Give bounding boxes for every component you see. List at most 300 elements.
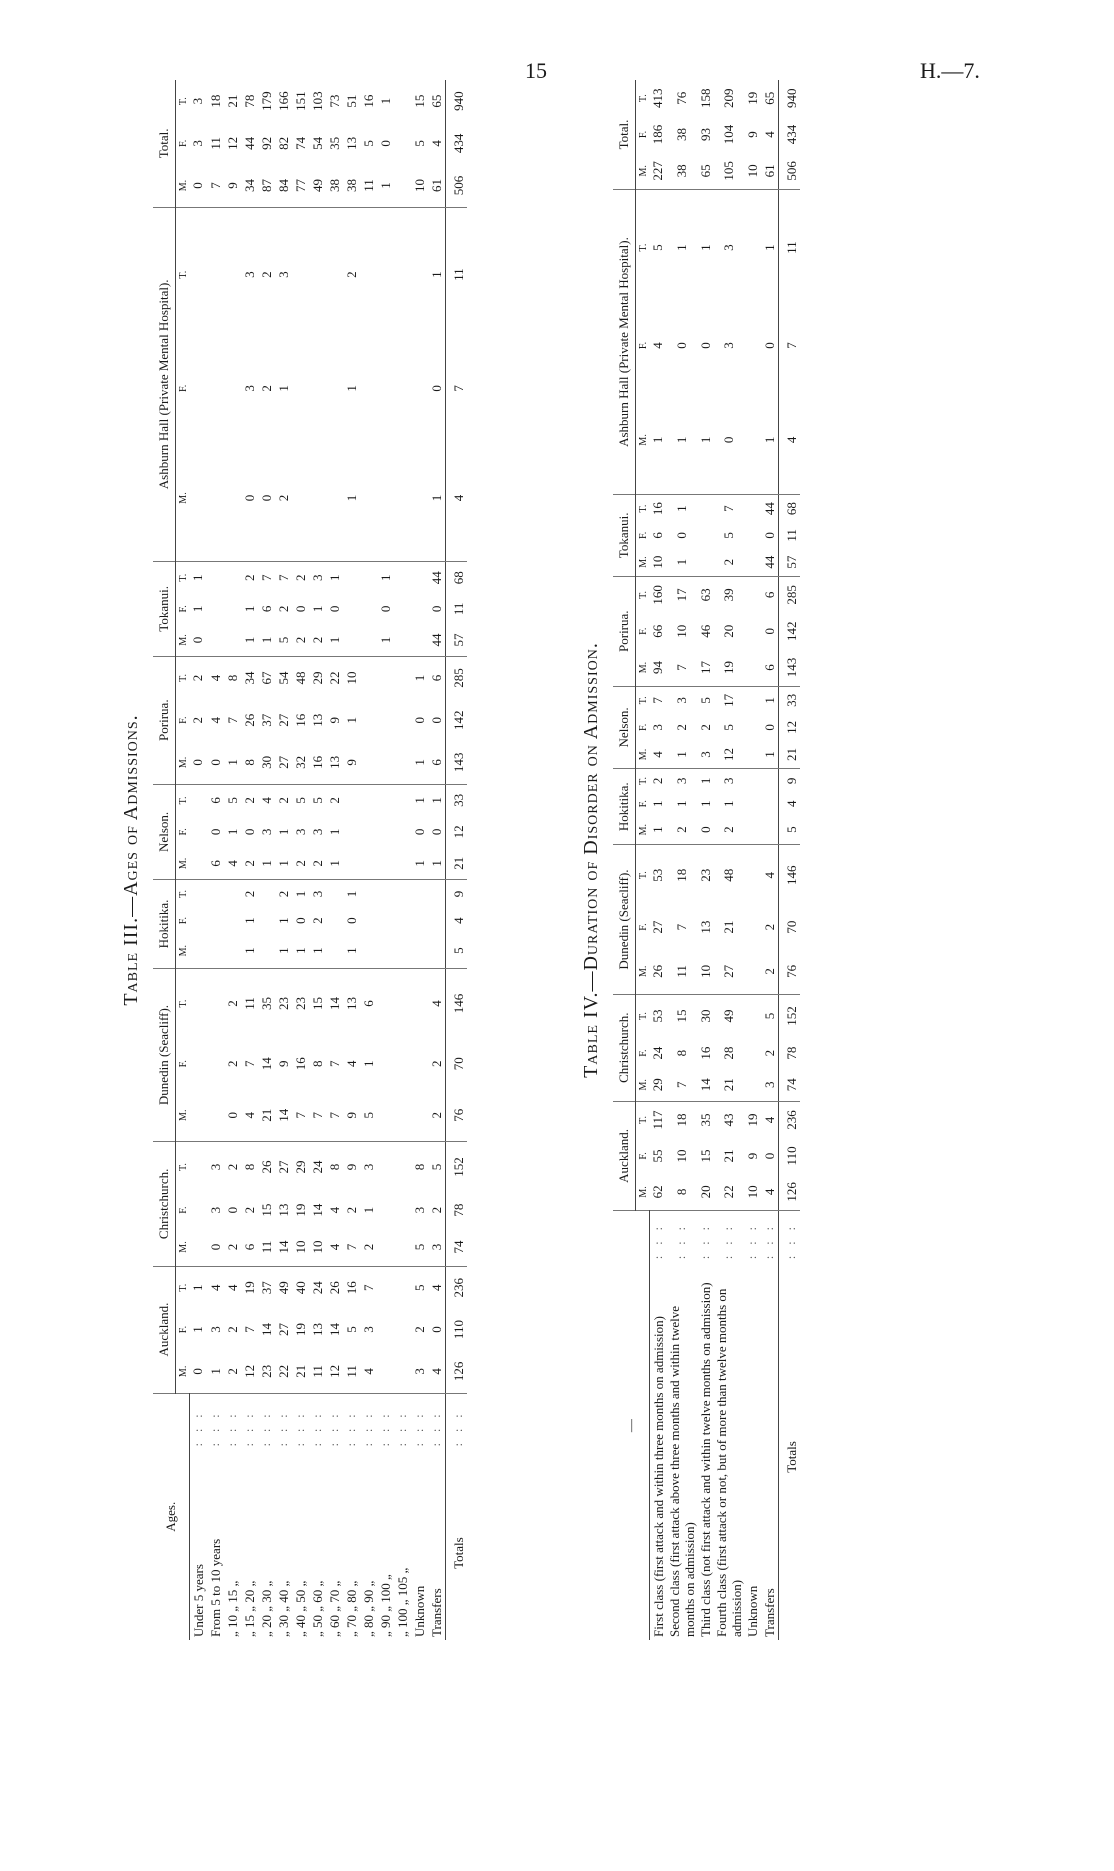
header-row	[153, 80, 176, 1640]
cell: 27	[714, 949, 744, 994]
cell	[207, 968, 224, 1038]
sub-header: F.	[178, 828, 189, 836]
leader-dots: : : :	[721, 1223, 735, 1260]
sub-header: M.	[636, 815, 650, 845]
cell: 44	[761, 549, 779, 577]
cell: 1	[343, 716, 359, 724]
cell	[292, 342, 309, 436]
cell	[411, 908, 428, 934]
table-row	[744, 80, 761, 1640]
sub-header: M.	[636, 1174, 650, 1211]
cell: 1	[697, 800, 713, 808]
cell: 143	[445, 741, 467, 784]
cell: 2	[224, 1350, 241, 1393]
cell	[360, 561, 377, 593]
cell	[189, 880, 207, 908]
table-row	[360, 80, 377, 1640]
cell	[744, 613, 761, 649]
cell: 0	[674, 342, 689, 349]
cell: 2	[411, 1326, 427, 1333]
cell: 1	[326, 574, 342, 581]
cell: 44	[428, 571, 444, 585]
cell: 5	[721, 724, 736, 731]
cell	[377, 934, 394, 969]
cell	[189, 848, 207, 880]
cell: 1	[326, 828, 342, 836]
cell	[258, 934, 275, 969]
table-iii-caption: Table III.—Ages of Admissions.	[120, 714, 142, 1006]
row-label: From 5 to 10 years	[207, 1538, 223, 1637]
cell: 46	[697, 624, 713, 638]
cell: 2	[326, 797, 342, 804]
cell: 11	[207, 137, 223, 150]
cell: 10	[292, 1228, 309, 1266]
cell: 5	[650, 244, 666, 251]
cell: 1	[258, 848, 275, 880]
cell: 0	[761, 532, 777, 539]
cell	[189, 1142, 207, 1192]
cell: 5	[411, 1284, 427, 1291]
cell	[377, 1192, 394, 1229]
cell	[207, 435, 224, 561]
cell: 51	[343, 94, 359, 108]
row-label: Unknown	[744, 1585, 760, 1637]
cell: 65	[761, 91, 777, 105]
cell: 14	[275, 1228, 292, 1266]
table-row	[326, 80, 343, 1640]
cell: 63	[697, 588, 713, 602]
cell: 1	[411, 797, 427, 804]
cell: 26	[241, 713, 257, 727]
cell	[394, 1089, 411, 1141]
leader-dots: : : :	[377, 1410, 392, 1447]
cell: 57	[778, 549, 800, 577]
cell	[394, 1192, 411, 1229]
cell: 110	[445, 1309, 467, 1350]
cell: 1	[343, 435, 360, 561]
cell: 0	[207, 741, 224, 784]
cell: 126	[445, 1350, 467, 1393]
cell: 16	[343, 1281, 359, 1295]
sub-header: F.	[638, 1152, 649, 1160]
leader-dots: : : :	[650, 1223, 665, 1260]
cell: 2	[275, 890, 291, 898]
cell	[189, 816, 207, 847]
cell: 76	[778, 949, 800, 994]
cell	[744, 815, 761, 845]
cell: 1	[761, 741, 779, 769]
cell: 44	[428, 624, 446, 656]
cell: 151	[292, 91, 308, 111]
cell: 7	[721, 505, 736, 512]
cell: 0	[428, 716, 444, 724]
cell: 54	[275, 671, 291, 685]
cell	[761, 793, 779, 815]
table-row	[667, 80, 697, 1640]
cell: 8	[241, 741, 258, 784]
sub-header: T.	[638, 696, 649, 705]
table-row	[189, 80, 207, 1640]
cell	[744, 793, 761, 815]
cell: 0	[761, 627, 777, 635]
cell	[309, 435, 326, 561]
cell	[744, 386, 761, 495]
cell: 2	[674, 724, 689, 731]
table-row	[377, 80, 394, 1640]
sub-header: T.	[638, 94, 649, 103]
cell: 3	[411, 1206, 427, 1214]
cell: 6	[207, 848, 224, 880]
sub-header: M.	[176, 1089, 190, 1141]
cell: 1	[190, 1326, 206, 1333]
cell: 236	[445, 1266, 467, 1309]
cell: 11	[343, 1350, 360, 1393]
cell: 1	[761, 244, 777, 251]
cell: 3	[258, 828, 274, 836]
cell	[360, 816, 377, 847]
cell	[207, 1089, 224, 1141]
cell: 35	[697, 1113, 713, 1127]
cell	[394, 342, 411, 436]
table-row	[292, 80, 309, 1640]
cell	[343, 594, 360, 625]
cell: 9	[275, 1060, 291, 1068]
cell: 8	[309, 1060, 325, 1068]
cell: 0	[343, 917, 359, 924]
cell	[394, 624, 411, 656]
cell	[207, 561, 224, 593]
cell: 3	[428, 1228, 446, 1266]
cell	[309, 342, 326, 436]
cell	[377, 880, 394, 908]
cell: 0	[241, 828, 257, 836]
cell: 35	[258, 997, 274, 1011]
cell: 20	[721, 624, 736, 638]
cell	[189, 1228, 207, 1266]
cell: 20	[697, 1174, 714, 1211]
cell	[189, 908, 207, 934]
sub-header: T.	[638, 871, 649, 880]
cell: 5	[445, 934, 467, 969]
cell: 17	[721, 693, 736, 707]
cell	[207, 880, 224, 908]
cell	[326, 880, 343, 908]
leader-dots: : : :	[761, 1223, 776, 1260]
cell: 5	[721, 532, 736, 539]
cell: 29	[292, 1160, 308, 1174]
cell: 16	[650, 502, 666, 516]
cell: 32	[292, 741, 309, 784]
sub-header: M.	[176, 848, 190, 880]
cell: 43	[721, 1113, 736, 1127]
cell: 15	[258, 1203, 274, 1217]
cell: 13	[343, 997, 359, 1011]
group-header: Auckland.	[153, 1266, 176, 1393]
cell	[360, 848, 377, 880]
cell: 7	[343, 1228, 360, 1266]
cell: 78	[241, 94, 257, 108]
totals-row	[445, 80, 467, 1640]
cell: 285	[778, 576, 800, 613]
cell	[377, 1350, 394, 1393]
cell	[189, 934, 207, 969]
table-row	[309, 80, 326, 1640]
cell: 65	[697, 153, 714, 190]
row-label: „ 50 „ 60 „	[309, 1580, 325, 1637]
cell: 9	[343, 1163, 359, 1171]
cell: 9	[744, 1152, 760, 1160]
cell: 0	[674, 532, 689, 539]
cell: 11	[778, 190, 800, 306]
cell: 5	[411, 140, 427, 147]
cell: 105	[714, 153, 744, 190]
cell: 1	[649, 815, 667, 845]
cell: 11	[258, 1228, 275, 1266]
cell: 10	[343, 671, 359, 685]
sub-header: T.	[638, 590, 649, 599]
cell: 5	[275, 624, 292, 656]
leader-dots: : : :	[224, 1410, 239, 1447]
cell	[744, 741, 761, 769]
cell: 15	[674, 1009, 689, 1023]
cell: 3	[721, 244, 736, 251]
cell: 8	[326, 1163, 342, 1171]
cell: 65	[428, 94, 444, 108]
row-label: Under 5 years	[190, 1564, 206, 1637]
cell: 3	[309, 890, 325, 898]
cell: 4	[207, 716, 223, 724]
cell: 4	[445, 435, 467, 561]
row-label: „ 70 „ 80 „	[343, 1580, 359, 1637]
cell: 1	[326, 848, 343, 880]
cell	[258, 908, 275, 934]
cell: 10	[649, 549, 667, 577]
cell: 70	[445, 1038, 467, 1089]
cell	[428, 880, 446, 908]
cell: 7	[309, 1089, 326, 1141]
table-row	[411, 80, 428, 1640]
leader-dots: : : :	[411, 1410, 426, 1447]
cell: 34	[241, 671, 257, 685]
cell: 54	[309, 136, 325, 150]
cell: 3	[241, 385, 257, 392]
cell: 4	[761, 871, 777, 879]
cell	[394, 784, 411, 816]
cell: 14	[326, 1323, 342, 1337]
cell	[744, 994, 761, 1037]
cell	[360, 908, 377, 934]
cell	[326, 934, 343, 969]
cell: 23	[697, 868, 713, 882]
table-iii	[153, 80, 467, 1640]
cell: 37	[258, 713, 274, 727]
cell: 1	[190, 574, 206, 581]
row-label: First class (first attack and within three months on admission)	[650, 1316, 666, 1637]
sub-header: F.	[638, 130, 649, 139]
cell: 1	[292, 934, 309, 969]
cell: 16	[360, 94, 376, 108]
cell	[394, 80, 411, 122]
cell: 146	[778, 845, 800, 905]
row-label: „ 40 „ 50 „	[292, 1580, 308, 1637]
cell: 236	[778, 1101, 800, 1138]
sub-header: M.	[176, 164, 190, 207]
cell: 10	[744, 153, 761, 190]
cell	[394, 1266, 411, 1309]
sub-header: F.	[638, 1049, 649, 1057]
cell: 1	[674, 505, 689, 512]
group-header: Nelson.	[613, 686, 636, 768]
cell: 19	[744, 91, 760, 105]
cell	[377, 968, 394, 1038]
cell: 2	[241, 574, 257, 581]
table-row	[697, 80, 714, 1640]
cell: 4	[241, 1089, 258, 1141]
cell: 285	[445, 656, 467, 699]
cell: 1	[667, 386, 697, 495]
sub-header: F.	[638, 627, 649, 635]
cell: 1	[241, 624, 258, 656]
cell: 4	[778, 793, 800, 815]
cell: 5	[360, 140, 376, 147]
cell	[360, 594, 377, 625]
cell: 1	[224, 741, 241, 784]
row-label: Totals	[778, 1271, 800, 1640]
cell: 12	[241, 1350, 258, 1393]
cell	[411, 624, 428, 656]
cell: 61	[428, 164, 446, 207]
cell: 23	[292, 997, 308, 1011]
cell: 21	[721, 1149, 736, 1163]
cell	[394, 934, 411, 969]
group-header: Tokanui.	[153, 561, 176, 656]
cell	[761, 815, 779, 845]
cell: 23	[275, 997, 291, 1011]
leader-dots: : : :	[258, 1410, 273, 1447]
cell: 5	[411, 1228, 428, 1266]
leader-dots: : : :	[309, 1410, 324, 1447]
cell: 7	[292, 1089, 309, 1141]
sub-header: T.	[638, 243, 649, 252]
page-number: 15	[525, 58, 547, 83]
cell: 0	[377, 140, 393, 147]
cell	[744, 686, 761, 714]
cell: 1	[360, 1206, 376, 1214]
sub-header: F.	[178, 605, 189, 613]
cell: 10	[697, 949, 714, 994]
row-label: „ 60 „ 70 „	[326, 1580, 342, 1637]
cell: 11	[445, 207, 467, 341]
row-label: Transfers	[761, 1588, 777, 1637]
cell	[394, 1309, 411, 1350]
table-iv-block	[580, 80, 800, 1640]
cell: 76	[445, 1089, 467, 1141]
cell: 227	[649, 153, 667, 190]
table-iv	[613, 80, 800, 1640]
cell: 92	[258, 136, 274, 150]
sub-header: T.	[178, 674, 189, 682]
cell: 1	[292, 890, 308, 898]
cell: 9	[224, 164, 241, 207]
cell	[411, 968, 428, 1038]
cell: 209	[721, 88, 736, 108]
cell: 2	[275, 797, 291, 804]
cell	[377, 342, 394, 436]
cell: 2	[190, 674, 206, 682]
cell	[224, 207, 241, 341]
cell: 7	[207, 164, 224, 207]
cell: 4	[326, 1206, 342, 1214]
cell	[377, 848, 394, 880]
cell: 506	[445, 164, 467, 207]
cell: 26	[326, 1281, 342, 1295]
cell: 1	[360, 1060, 376, 1068]
cell	[189, 784, 207, 816]
cell: 13	[275, 1203, 291, 1217]
cell: 158	[697, 88, 713, 108]
cell: 2	[761, 949, 779, 994]
cell: 0	[428, 828, 444, 836]
cell	[207, 908, 224, 934]
cell	[224, 594, 241, 625]
row-label: „ 15 „ 20 „	[241, 1580, 257, 1637]
cell: 3	[207, 1206, 223, 1214]
cell: 9	[778, 769, 800, 793]
cell: 4	[761, 131, 777, 138]
cell	[360, 435, 377, 561]
cell: 4	[207, 674, 223, 682]
cell	[697, 549, 714, 577]
leader-dots: : : :	[744, 1223, 759, 1260]
cell: 2	[292, 848, 309, 880]
table-row	[761, 80, 779, 1640]
cell: 27	[275, 741, 292, 784]
sub-header: T.	[638, 1116, 649, 1124]
cell: 2	[224, 1060, 240, 1068]
totals-row	[778, 80, 800, 1640]
cell: 3	[674, 697, 689, 704]
leader-dots: : : :	[697, 1223, 712, 1260]
sub-header: F.	[638, 341, 649, 350]
cell: 3	[207, 1326, 223, 1333]
cell: 8	[224, 674, 240, 682]
cell	[394, 1350, 411, 1393]
header-row	[613, 80, 636, 1640]
cell	[697, 495, 714, 523]
cell	[360, 656, 377, 699]
cell: 19	[241, 1281, 257, 1295]
sub-header: F.	[178, 1206, 189, 1214]
cell: 0	[411, 716, 427, 724]
cell: 0	[377, 605, 393, 613]
cell	[224, 934, 241, 969]
cell	[394, 594, 411, 625]
cell: 2	[224, 1000, 240, 1007]
cell	[394, 122, 411, 164]
cell: 4	[207, 1284, 223, 1291]
cell: 1	[674, 244, 689, 251]
cell: 7	[258, 574, 274, 581]
cell: 1	[649, 386, 667, 495]
cell: 2	[343, 1206, 359, 1214]
cell	[411, 1038, 428, 1089]
cell	[343, 848, 360, 880]
cell	[377, 816, 394, 847]
cell: 73	[326, 94, 342, 108]
cell	[377, 1266, 394, 1309]
cell: 3	[721, 777, 736, 785]
cell	[394, 207, 411, 341]
